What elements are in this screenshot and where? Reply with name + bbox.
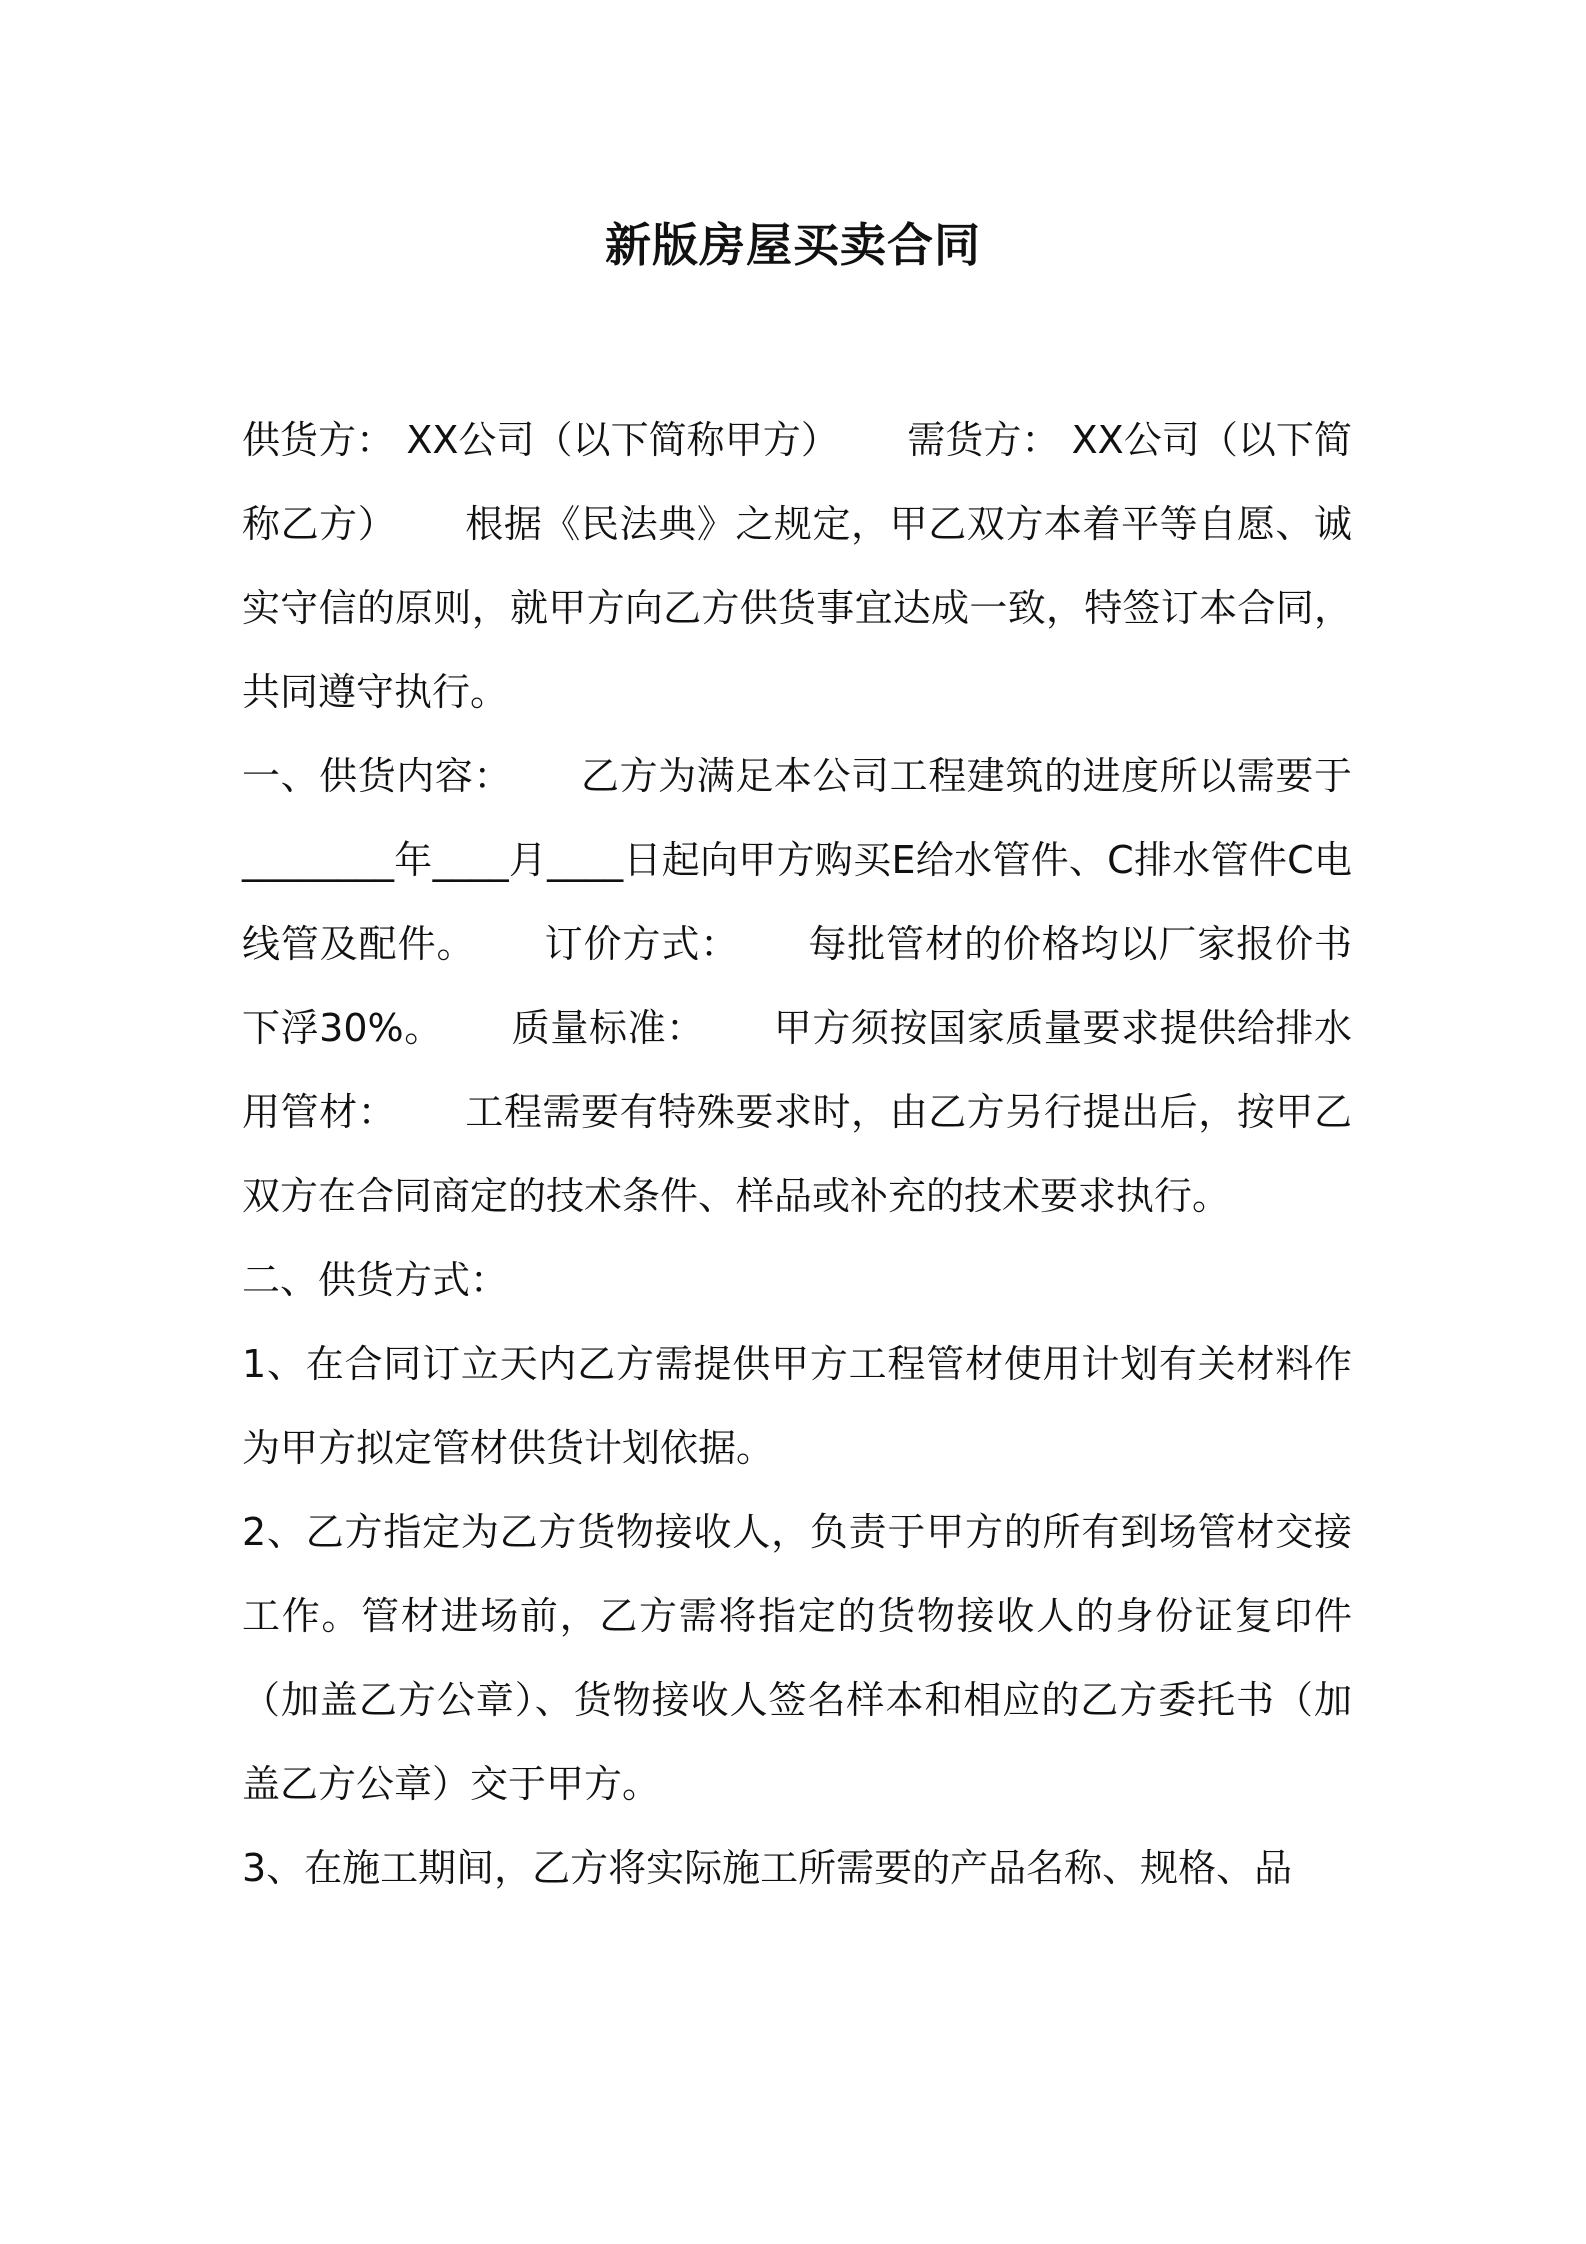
section-2-item-1: 1、在合同订立天内乙方需提供甲方工程管材使用计划有关材料作为甲方拟定管材供货计划依据。 bbox=[242, 1342, 1352, 1470]
year-label: 年 bbox=[394, 838, 433, 882]
pricing-text: 每批管材的价格均以厂家报价书下浮30%。 bbox=[242, 922, 1352, 1050]
intro-text: 根据《民法典》之规定，甲乙双方本着平等自愿、诚实守信的原则，就甲方向乙方供货事宜达成一致，特签订本合同，共同遵守执行。 bbox=[242, 502, 1352, 714]
section-2-item-2: 2、乙方指定为乙方货物接收人，负责于甲方的所有到场管材交接工作。管材进场前，乙方需将指定的货物接收人的身份证复印件（加盖乙方公章）、货物接收人签名样本和相应的乙方委托书（加盖乙方公章）交于甲方。 bbox=[242, 1510, 1352, 1806]
quality-text: 甲方须按国家质量要求提供给排水用管材： bbox=[242, 1006, 1352, 1134]
intro-paragraph bbox=[242, 398, 1352, 734]
section-1-paragraph bbox=[242, 734, 1352, 1238]
section-1-text-a: 乙方为满足本公司工程建筑的进度所以需要于 bbox=[580, 754, 1352, 798]
contract-body bbox=[242, 398, 1352, 1910]
blank-day: ____ bbox=[547, 838, 624, 882]
section-1-text-b: 起向甲方购买E给水管件、C排水管件C电线管及配件。 bbox=[242, 838, 1352, 966]
section-2-item-3: 3、在施工期间，乙方将实际施工所需要的产品名称、规格、品 bbox=[242, 1846, 1293, 1890]
section-2-heading: 二、供货方式： bbox=[242, 1258, 509, 1302]
buyer-name: XX公司（以下简称乙方） bbox=[242, 418, 1352, 546]
supplier-label: 供货方： bbox=[242, 418, 395, 462]
quality-label: 质量标准： bbox=[511, 1006, 705, 1050]
blank-month: ____ bbox=[432, 838, 509, 882]
month-label: 月 bbox=[508, 838, 548, 882]
page-title: 新版房屋买卖合同 bbox=[605, 218, 981, 272]
section-1-heading: 一、供货内容： bbox=[242, 754, 513, 798]
buyer-label: 需货方： bbox=[907, 418, 1060, 462]
special-requirements-text: 工程需要有特殊要求时，由乙方另行提出后，按甲乙双方在合同商定的技术条件、样品或补充的技术要求执行。 bbox=[242, 1090, 1352, 1218]
day-label: 日 bbox=[623, 838, 662, 882]
pricing-label: 订价方式： bbox=[543, 922, 740, 966]
supplier-name: XX公司（以下简称甲方） bbox=[406, 418, 839, 462]
blank-year: ________ bbox=[242, 838, 394, 882]
